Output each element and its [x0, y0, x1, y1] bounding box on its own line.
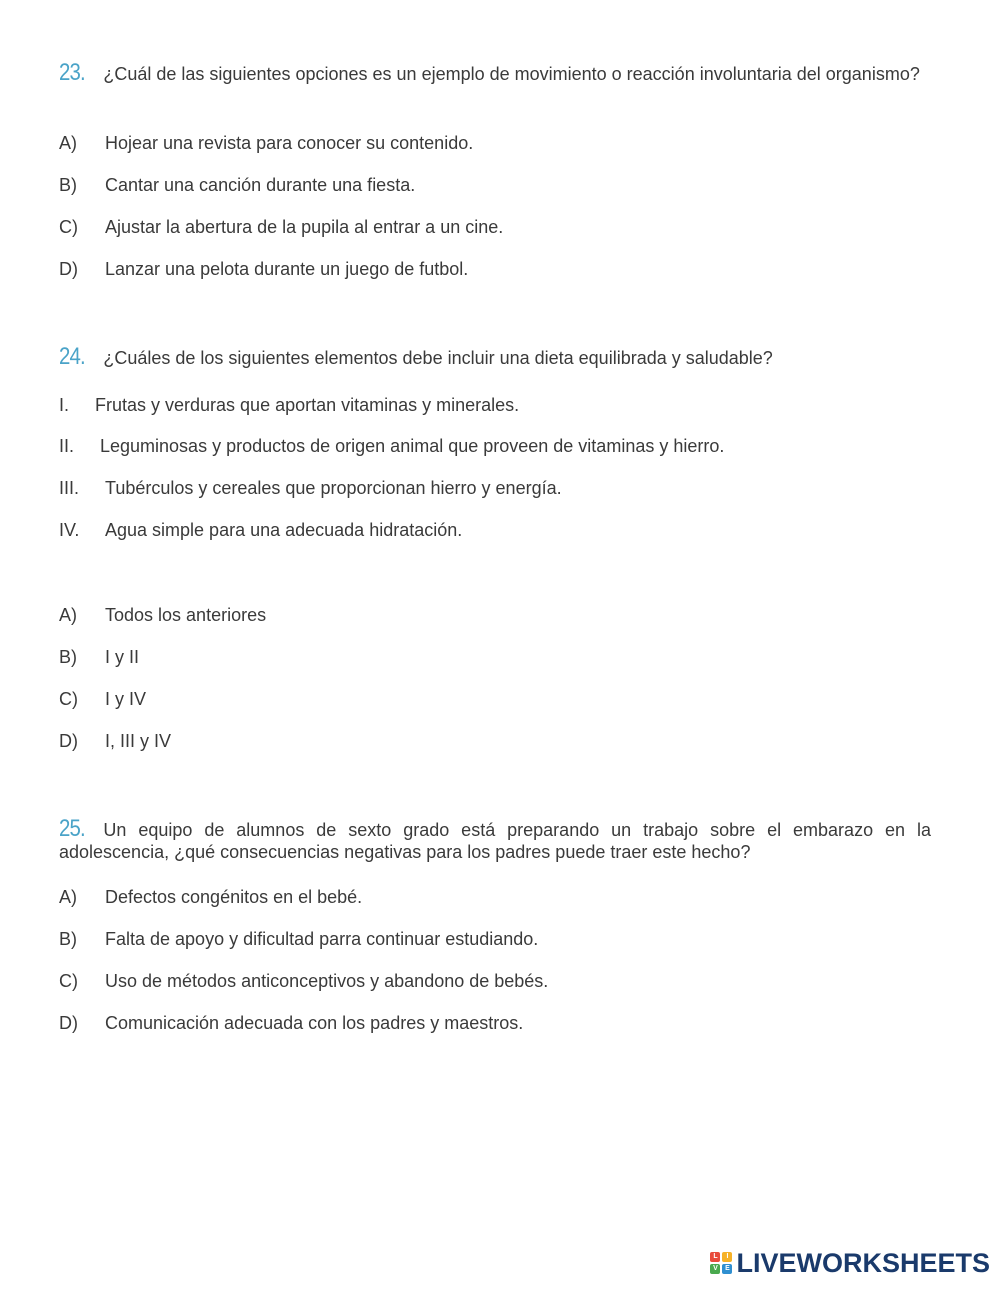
- option-label: C): [59, 971, 78, 991]
- option-text: Ajustar la abertura de la pupila al entrar a un cine.: [105, 217, 504, 237]
- option-d[interactable]: [59, 258, 468, 280]
- question-24: [59, 343, 931, 756]
- option-b[interactable]: [59, 174, 415, 196]
- question-number: 25.: [59, 815, 85, 842]
- option-text: I y II: [105, 647, 140, 667]
- option-b[interactable]: [59, 928, 538, 950]
- option-text: Todos los anteriores: [105, 605, 267, 625]
- option-label: A): [59, 133, 77, 153]
- statement-label: III.: [59, 478, 80, 498]
- statement-iv: [59, 519, 462, 541]
- statement-label: I.: [59, 395, 70, 415]
- option-a[interactable]: [59, 886, 362, 908]
- option-label: D): [59, 1013, 78, 1033]
- option-label: A): [59, 605, 77, 625]
- option-text: Hojear una revista para conocer su contenido.: [105, 133, 474, 153]
- question-text: Un equipo de alumnos de sexto grado está preparando un trabajo sobre el embarazo en la adolescencia, ¿qué consecuencias negativas para los padres puede traer este hecho?: [59, 820, 931, 862]
- question-text: ¿Cuáles de los siguientes elementos debe incluir una dieta equilibrada y saludable?: [103, 348, 773, 368]
- option-c[interactable]: [59, 970, 548, 992]
- option-label: B): [59, 647, 77, 667]
- option-text: I, III y IV: [105, 731, 172, 751]
- statement-i: [59, 394, 519, 416]
- option-text: Uso de métodos anticonceptivos y abandono de bebés.: [105, 971, 549, 991]
- option-c[interactable]: [59, 216, 503, 238]
- statement-text: Tubérculos y cereales que proporcionan hierro y energía.: [105, 478, 562, 498]
- logo-text: LIVEWORKSHEETS: [736, 1247, 990, 1278]
- logo-block-l: L: [710, 1252, 720, 1262]
- liveworksheets-logo: [710, 1248, 990, 1278]
- option-text: Lanzar una pelota durante un juego de futbol.: [105, 259, 469, 279]
- option-text: Defectos congénitos en el bebé.: [105, 887, 363, 907]
- option-label: D): [59, 731, 78, 751]
- question-number: 23.: [59, 59, 85, 86]
- statement-text: Agua simple para una adecuada hidratación.: [105, 520, 463, 540]
- option-a[interactable]: [59, 604, 266, 626]
- statement-iii: [59, 477, 562, 499]
- option-label: B): [59, 929, 77, 949]
- question-text: ¿Cuál de las siguientes opciones es un ejemplo de movimiento o reacción involuntaria del organismo?: [103, 64, 920, 84]
- option-c[interactable]: [59, 688, 146, 710]
- option-label: C): [59, 689, 78, 709]
- option-text: Cantar una canción durante una fiesta.: [105, 175, 416, 195]
- option-text: Comunicación adecuada con los padres y maestros.: [105, 1013, 524, 1033]
- option-text: Falta de apoyo y dificultad parra continuar estudiando.: [105, 929, 539, 949]
- question-stem: [59, 343, 931, 370]
- question-stem: [59, 59, 931, 86]
- option-a[interactable]: [59, 132, 473, 154]
- option-label: A): [59, 887, 77, 907]
- option-d[interactable]: [59, 730, 171, 752]
- logo-block-i: I: [722, 1252, 732, 1262]
- logo-blocks-icon: [710, 1252, 732, 1274]
- logo-block-e: E: [722, 1264, 732, 1274]
- option-text: I y IV: [105, 689, 147, 709]
- statement-ii: [59, 435, 724, 457]
- statement-label: IV.: [59, 520, 80, 540]
- question-number: 24.: [59, 343, 85, 370]
- option-label: B): [59, 175, 77, 195]
- option-label: D): [59, 259, 78, 279]
- option-d[interactable]: [59, 1012, 523, 1034]
- option-label: C): [59, 217, 78, 237]
- question-stem: [59, 815, 931, 863]
- statement-text: Frutas y verduras que aportan vitaminas y minerales.: [95, 395, 520, 415]
- question-23: [59, 59, 931, 282]
- logo-block-v: V: [710, 1264, 720, 1274]
- statement-text: Leguminosas y productos de origen animal que proveen de vitaminas y hierro.: [100, 436, 725, 456]
- statement-label: II.: [59, 436, 75, 456]
- question-25: [59, 815, 931, 1038]
- option-b[interactable]: [59, 646, 139, 668]
